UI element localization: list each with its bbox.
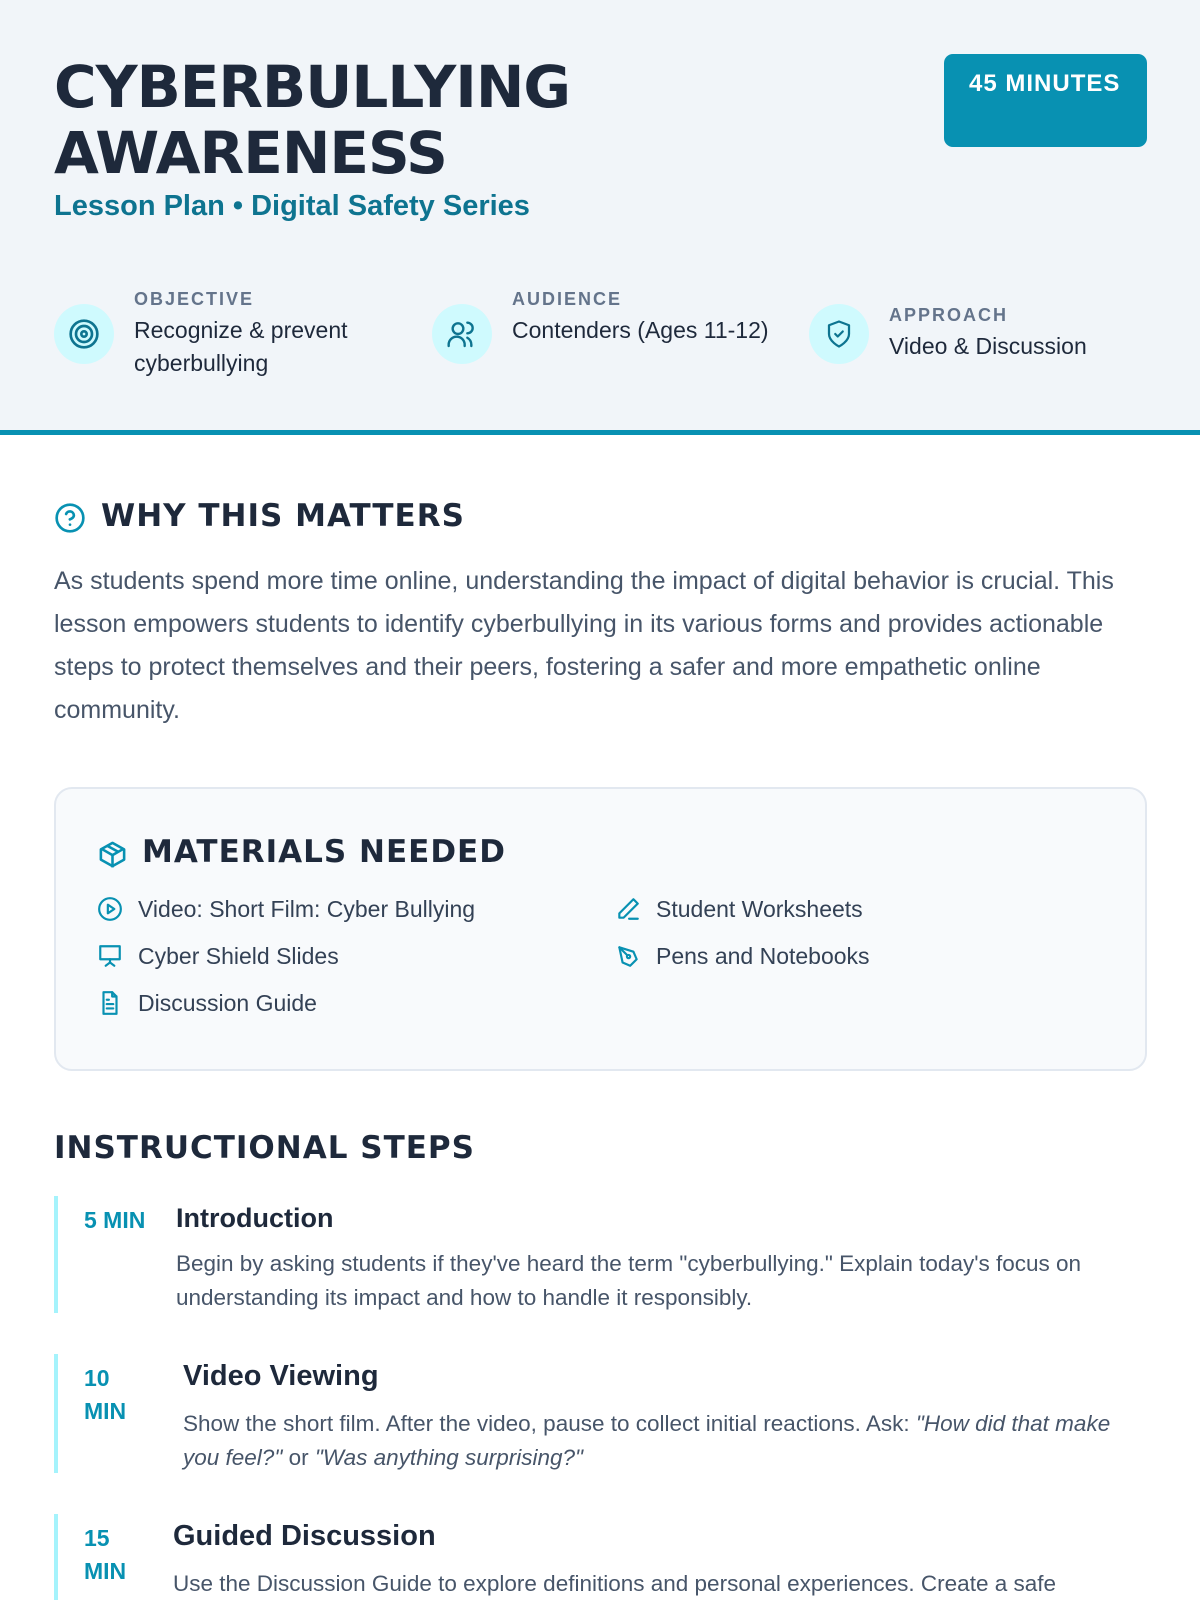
step-description: Begin by asking students if they've heard the term "cyberbullying." Explain today's focus on understanding its impact and how to handle it responsibly.: [176, 1251, 1082, 1310]
step-desc-question: "Was anything surprising?": [314, 1445, 584, 1470]
step-description: Use the Discussion Guide to explore definitions and personal experiences. Create a safe: [173, 1571, 1057, 1596]
why-title: WHY THIS MATTERS: [101, 498, 465, 534]
lesson-header: [0, 0, 1200, 435]
step-time: 5 MIN: [84, 1207, 146, 1233]
material-item: [614, 942, 870, 970]
step-desc-question: "How did that make you feel?": [183, 1411, 1111, 1470]
material-item: [614, 895, 863, 923]
help-circle-icon: [54, 502, 86, 539]
step-title: Video Viewing: [183, 1360, 379, 1392]
lesson-title: CYBERBULLYING AWARENESS: [54, 53, 570, 187]
step-item: [54, 1354, 1154, 1473]
step-desc-text: Show the short film. After the video, pause to collect initial reactions. Ask:: [183, 1411, 916, 1436]
pen-tool-icon: [614, 942, 642, 970]
file-text-icon: [96, 989, 124, 1017]
meta-label: AUDIENCE: [512, 289, 623, 309]
material-label: Cyber Shield Slides: [138, 942, 339, 969]
material-item: [96, 942, 339, 970]
materials-title: MATERIALS NEEDED: [142, 834, 506, 870]
step-item: [54, 1514, 1154, 1600]
pencil-icon: [614, 895, 642, 923]
presentation-icon: [96, 942, 124, 970]
material-label: Discussion Guide: [138, 989, 317, 1016]
users-icon: [432, 304, 492, 364]
material-item: [96, 989, 317, 1017]
shield-check-icon: [809, 304, 869, 364]
material-item: [96, 895, 475, 923]
material-label: Student Worksheets: [656, 895, 863, 922]
step-item: [54, 1196, 1154, 1313]
materials-card: [54, 787, 1147, 1071]
step-description: [183, 1407, 1143, 1475]
material-label: Pens and Notebooks: [656, 942, 870, 969]
step-title: Introduction: [176, 1203, 334, 1233]
material-label: Video: Short Film: Cyber Bullying: [138, 895, 476, 922]
meta-label: OBJECTIVE: [134, 289, 255, 309]
step-time: 15 MIN: [84, 1525, 127, 1584]
steps-title: INSTRUCTIONAL STEPS: [54, 1130, 475, 1166]
why-text: As students spend more time online, understanding the impact of digital behavior is crucial. This lesson empowers students to identify cyberbullying in its various forms and provides actionable steps to protect themselves and their peers, fostering a safer and more empathetic online community.: [54, 567, 1114, 724]
lesson-subtitle: Lesson Plan • Digital Safety Series: [54, 190, 530, 222]
play-circle-icon: [96, 895, 124, 923]
meta-value: Contenders (Ages 11-12): [512, 317, 769, 343]
step-time: 10 MIN: [84, 1365, 127, 1424]
target-icon: [54, 304, 114, 364]
duration-badge: 45 MINUTES: [944, 54, 1147, 147]
meta-label: APPROACH: [889, 305, 1009, 325]
meta-value: Recognize & prevent cyberbullying: [134, 317, 348, 376]
package-icon: [97, 839, 128, 875]
meta-value: Video & Discussion: [889, 333, 1087, 359]
step-desc-text: or: [282, 1445, 315, 1470]
step-title: Guided Discussion: [173, 1520, 436, 1552]
